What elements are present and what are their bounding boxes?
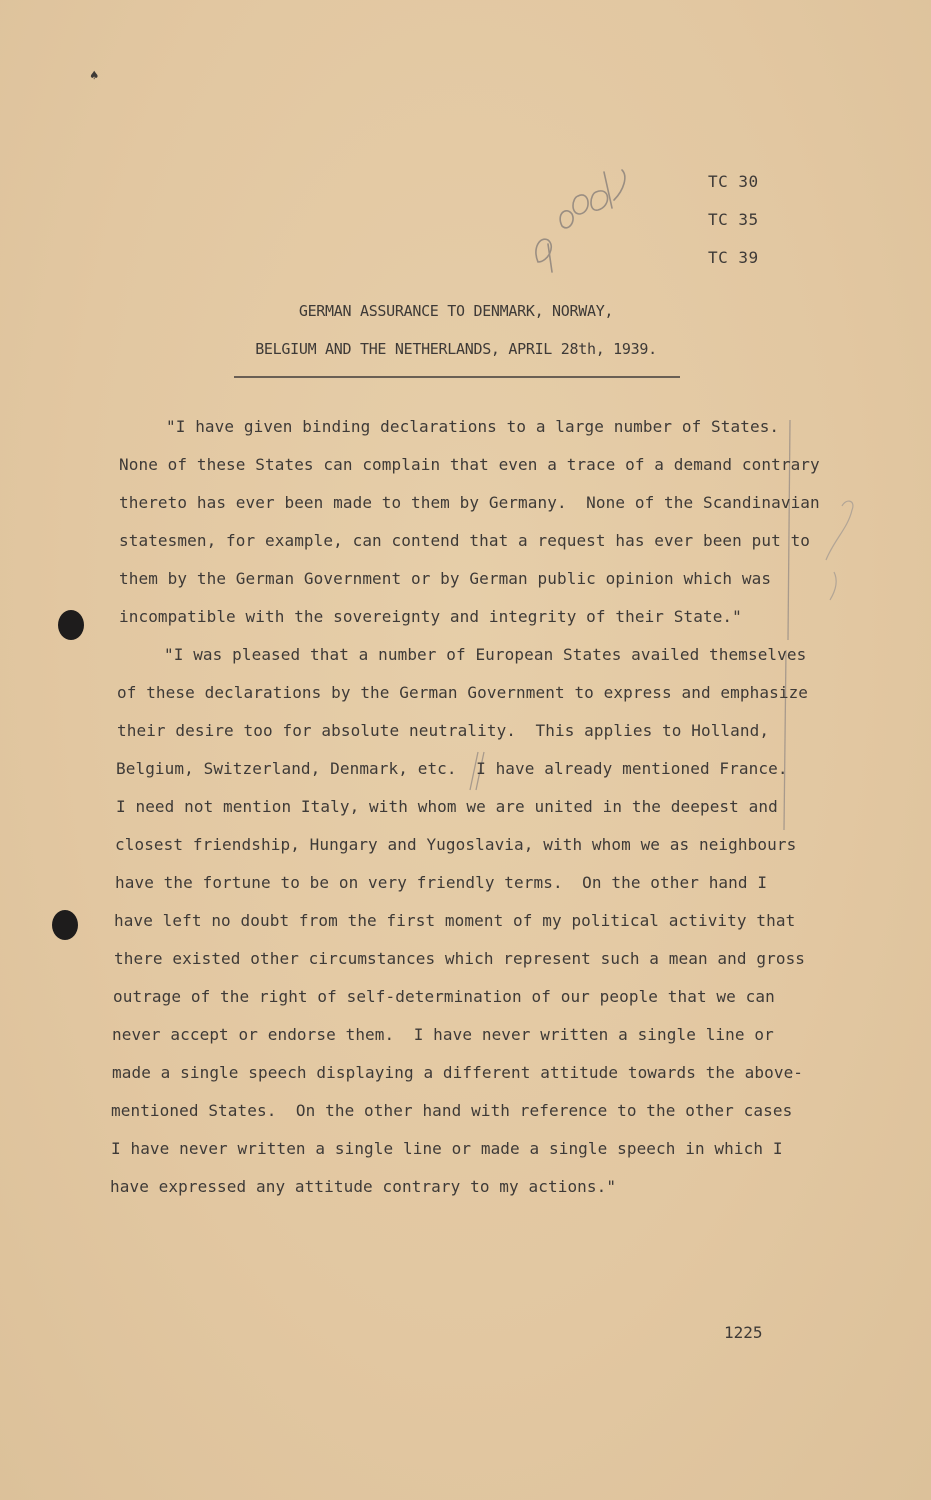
body-line: statesmen, for example, can contend that a request has ever been put to: [119, 531, 811, 550]
document-title-line-1: GERMAN ASSURANCE TO DENMARK, NORWAY,: [298, 302, 614, 320]
reference-code-3: TC 39: [708, 248, 759, 267]
punch-hole-bottom: [52, 910, 78, 940]
body-line: thereto has ever been made to them by Germany. None of the Scandinavian: [119, 493, 820, 512]
body-line: their desire too for absolute neutrality. This applies to Holland,: [117, 721, 770, 740]
body-line: I have never written a single line or made a single speech in which I: [111, 1139, 783, 1158]
body-line: have the fortune to be on very friendly terms. On the other hand I: [115, 873, 768, 892]
body-line: "I have given binding declarations to a large number of States.: [166, 417, 780, 436]
reference-code-1: TC 30: [708, 172, 759, 191]
body-line: made a single speech displaying a different attitude towards the above-: [112, 1063, 804, 1082]
body-line: Belgium, Switzerland, Denmark, etc. I have already mentioned France.: [116, 759, 788, 778]
body-line: None of these States can complain that even a trace of a demand contrary: [119, 455, 820, 474]
corner-mark: ♠: [90, 68, 99, 84]
document-title-line-2: BELGIUM AND THE NETHERLANDS, APRIL 28th, 1939.: [255, 340, 657, 358]
body-line: I need not mention Italy, with whom we are united in the deepest and: [116, 797, 778, 816]
handwritten-document-number: [536, 170, 625, 272]
body-line: incompatible with the sovereignty and integrity of their State.": [119, 607, 742, 626]
body-line: never accept or endorse them. I have never written a single line or: [112, 1025, 774, 1044]
body-line: of these declarations by the German Government to express and emphasize: [117, 683, 809, 702]
body-line: them by the German Government or by German public opinion which was: [119, 569, 772, 588]
title-underline: [234, 376, 680, 378]
punch-hole-top: [58, 610, 84, 640]
body-line: mentioned States. On the other hand with reference to the other cases: [111, 1101, 793, 1120]
margin-scribble: [826, 501, 853, 600]
body-line: "I was pleased that a number of European States availed themselves: [164, 645, 807, 664]
page-number: 1225: [724, 1323, 763, 1342]
reference-code-2: TC 35: [708, 210, 759, 229]
body-line: there existed other circumstances which represent such a mean and gross: [114, 949, 806, 968]
body-line: closest friendship, Hungary and Yugoslavia, with whom we as neighbours: [115, 835, 797, 854]
body-line: outrage of the right of self-determination of our people that we can: [113, 987, 775, 1006]
body-line: have expressed any attitude contrary to my actions.": [110, 1177, 617, 1196]
body-line: have left no doubt from the first moment of my political activity that: [114, 911, 796, 930]
